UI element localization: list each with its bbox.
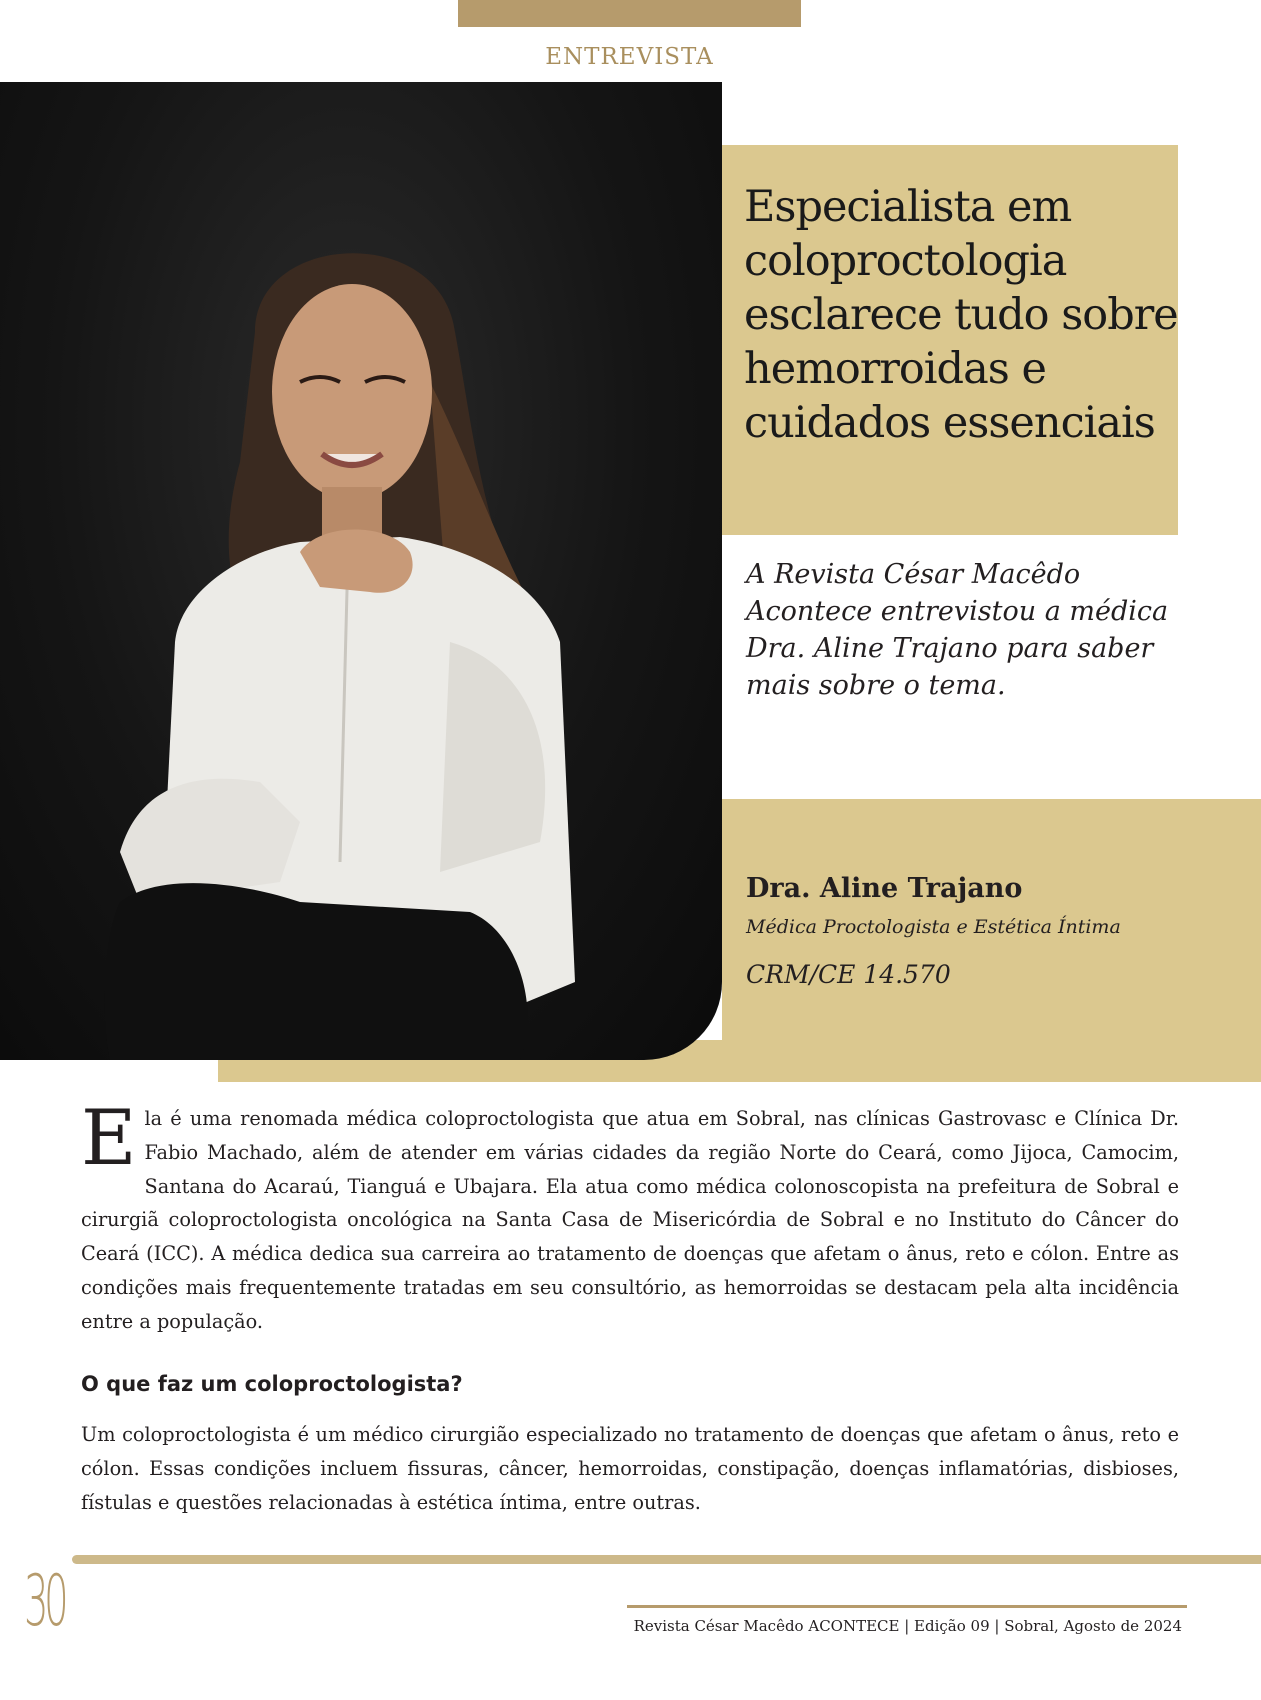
- footer-rule: [72, 1555, 1261, 1564]
- interview-question: O que faz um coloproctologista?: [81, 1372, 463, 1396]
- intro-paragraph: [81, 1093, 1179, 1339]
- credit-name: Dra. Aline Trajano: [746, 873, 1023, 904]
- credit-role: Médica Proctologista e Estética Íntima: [746, 916, 1121, 938]
- intro-text: la é uma renomada médica coloproctologista que atua em Sobral, nas clínicas Gastrovasc e Clínica Dr. Fabio Machado, além de atender em várias cidades da região Norte do Ceará, como Jijoca, Camocim, Santana do Acaraú, Tianguá e Ubajara. Ela atua como médica colonoscopista na prefeitura de Sobral e cirurgiã coloproctologista oncológica na Santa Casa de Misericórdia de Sobral e no Instituto do Câncer do Ceará (ICC). A médica dedica sua carreira ao tratamento de doenças que afetam o ânus, reto e cólon. Entre as condições mais frequentemente tratadas em seu consultório, as hemorroidas se destacam pela alta incidência entre a população.: [81, 1107, 1179, 1333]
- article-lede: A Revista César Macêdo Acontece entrevistou a médica Dra. Aline Trajano para saber mais sobre o tema.: [746, 559, 1169, 701]
- footer-underline: [627, 1605, 1187, 1608]
- portrait-photo: [0, 82, 722, 1060]
- credit-crm: CRM/CE 14.570: [746, 960, 951, 989]
- section-label: ENTREVISTA: [545, 44, 714, 70]
- interview-answer: Um coloproctologista é um médico cirurgião especializado no tratamento de doenças que afetam o ânus, reto e cólon. Essas condições incluem fissuras, câncer, hemorroidas, constipação, doenças inflamatórias, disbioses, fístulas e questões relacionadas à estética íntima, entre outras.: [81, 1423, 1179, 1514]
- article-title: Especialista em coloproctologia esclarece tudo sobre hemorroidas e cuidados essenciais: [744, 182, 1178, 448]
- top-accent-bar: [458, 0, 801, 27]
- publication-footer: Revista César Macêdo ACONTECE | Edição 09 | Sobral, Agosto de 2024: [633, 1617, 1182, 1635]
- drop-cap: E: [81, 1093, 137, 1182]
- portrait-illustration: [0, 82, 722, 1060]
- page-number: 30: [24, 1560, 65, 1642]
